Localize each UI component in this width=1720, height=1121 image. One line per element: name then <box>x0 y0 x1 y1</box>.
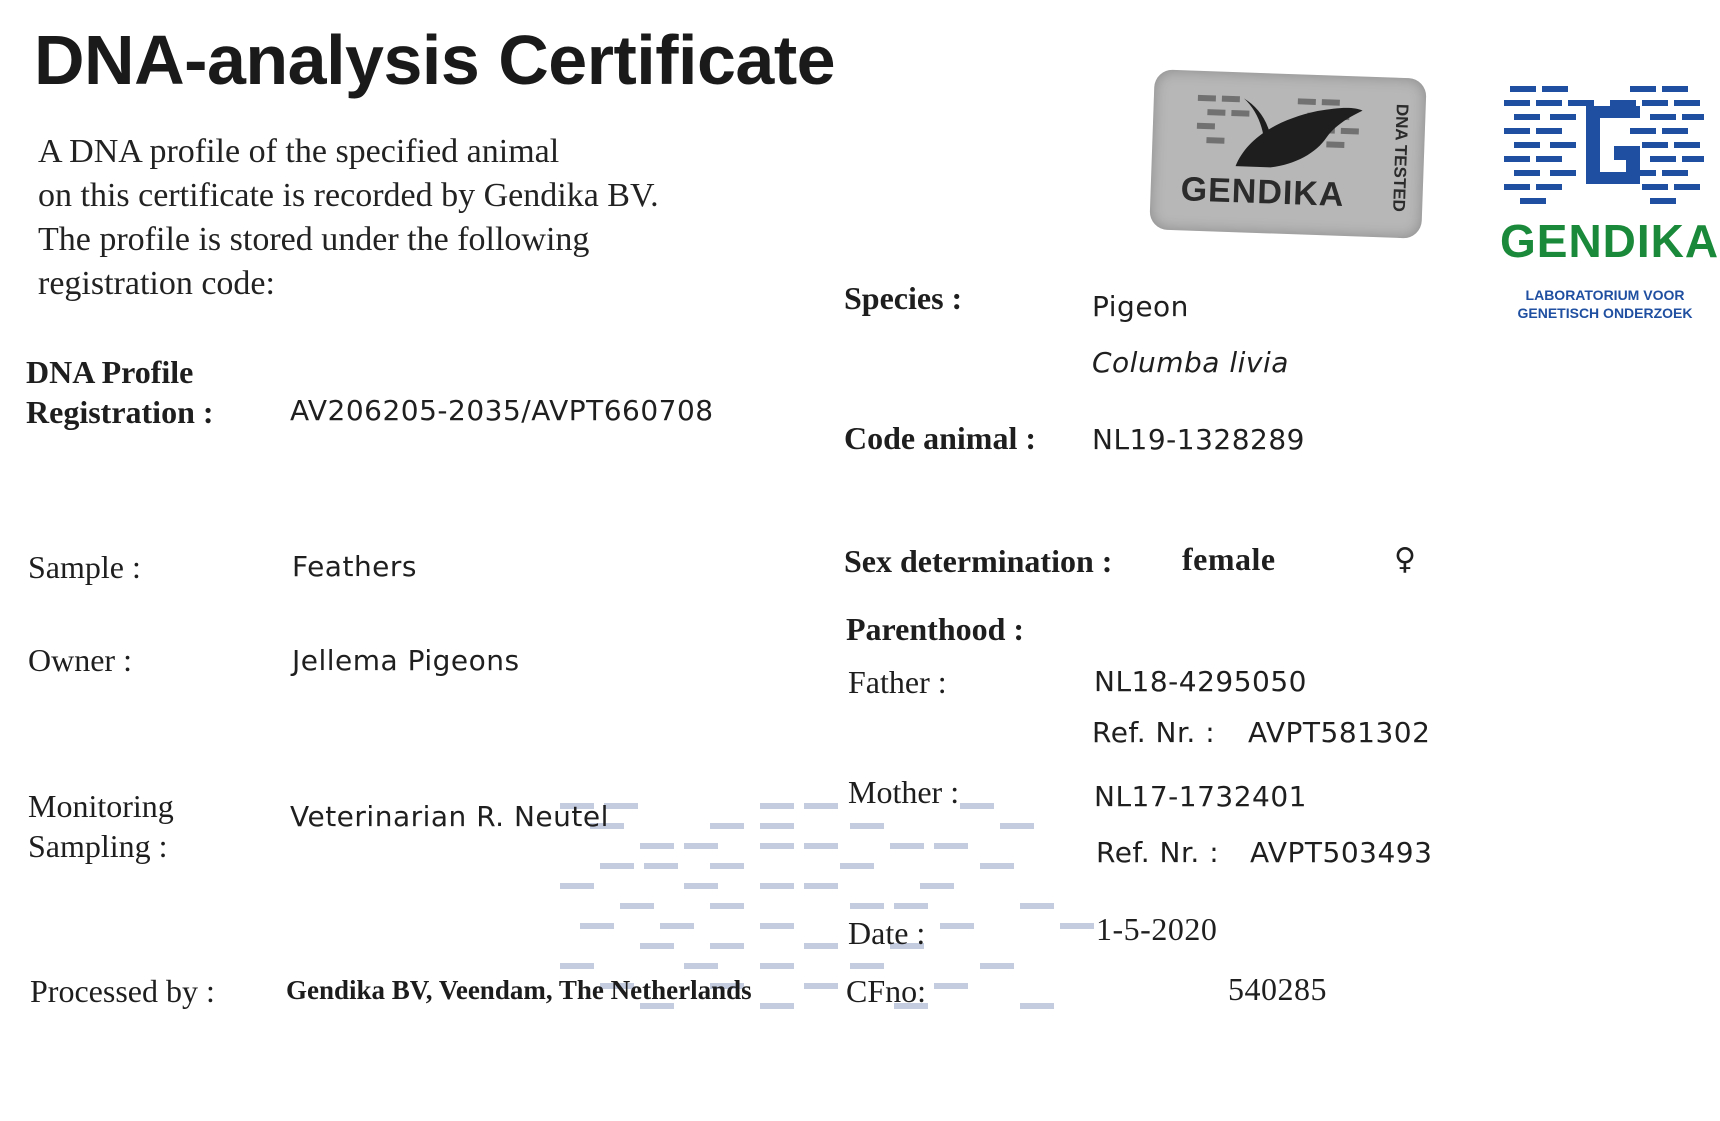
code-animal-label: Code animal : <box>844 420 1036 456</box>
date-value: 1-5-2020 <box>1096 911 1218 947</box>
parenthood-label: Parenthood : <box>846 611 1025 647</box>
mother-ref-value: AVPT503493 <box>1250 836 1433 869</box>
father-label: Father : <box>848 664 947 700</box>
stamp-brand: GENDIKA <box>1180 170 1346 214</box>
stamp-badge: DNA TESTED <box>1389 103 1412 213</box>
intro-line: registration code: <box>38 265 275 302</box>
intro-line: A DNA profile of the specified animal <box>38 133 560 170</box>
sample-value: Feathers <box>292 550 418 583</box>
tagline-line-2: GENETISCH ONDERZOEK <box>1517 305 1693 321</box>
cfno-label: CFno: <box>846 973 927 1009</box>
tagline-line-1: LABORATORIUM VOOR <box>1525 287 1685 303</box>
species-latin: Columba livia <box>1092 346 1289 379</box>
registration-label <box>26 352 214 432</box>
sample-label: Sample : <box>28 549 141 585</box>
registration-label-line-1: DNA Profile <box>26 354 194 390</box>
intro-text <box>38 130 659 306</box>
father-ref-label: Ref. Nr. : <box>1092 716 1216 749</box>
processed-value: Gendika BV, Veendam, The Netherlands <box>286 975 752 1005</box>
female-symbol-icon: ♀ <box>1394 542 1417 577</box>
monitoring-value: Veterinarian R. Neutel <box>290 800 609 833</box>
species-label: Species : <box>844 280 963 316</box>
date-label: Date : <box>848 915 926 951</box>
owner-value: Jellema Pigeons <box>292 644 520 677</box>
brand-tagline <box>1500 286 1710 322</box>
monitoring-label <box>28 786 174 866</box>
registration-value: AV206205-2035/AVPT660708 <box>290 394 714 427</box>
owner-label: Owner : <box>28 642 132 678</box>
father-value: NL18-4295050 <box>1094 665 1307 698</box>
monitoring-label-line-2: Sampling : <box>28 828 168 864</box>
species-common: Pigeon <box>1092 290 1189 323</box>
father-ref-value: AVPT581302 <box>1248 716 1431 749</box>
cfno-value: 540285 <box>1228 971 1327 1007</box>
dna-tested-stamp <box>1149 69 1426 238</box>
processed-label: Processed by : <box>30 973 215 1009</box>
intro-line: on this certificate is recorded by Gendika BV. <box>38 177 659 214</box>
mother-label: Mother : <box>848 774 960 810</box>
watermark-pattern <box>560 795 1180 1121</box>
certificate-title: DNA-analysis Certificate <box>34 21 836 99</box>
sex-value: female <box>1182 541 1276 577</box>
monitoring-label-line-1: Monitoring <box>28 788 174 824</box>
intro-line: The profile is stored under the following <box>38 221 590 258</box>
gendika-logo-icon <box>1500 80 1710 210</box>
mother-value: NL17-1732401 <box>1094 780 1307 813</box>
code-animal-value: NL19-1328289 <box>1092 423 1305 456</box>
sex-label: Sex determination : <box>844 543 1113 579</box>
brand-name: GENDIKA <box>1500 215 1720 267</box>
registration-label-line-2: Registration : <box>26 394 214 430</box>
mother-ref-label: Ref. Nr. : <box>1096 836 1220 869</box>
